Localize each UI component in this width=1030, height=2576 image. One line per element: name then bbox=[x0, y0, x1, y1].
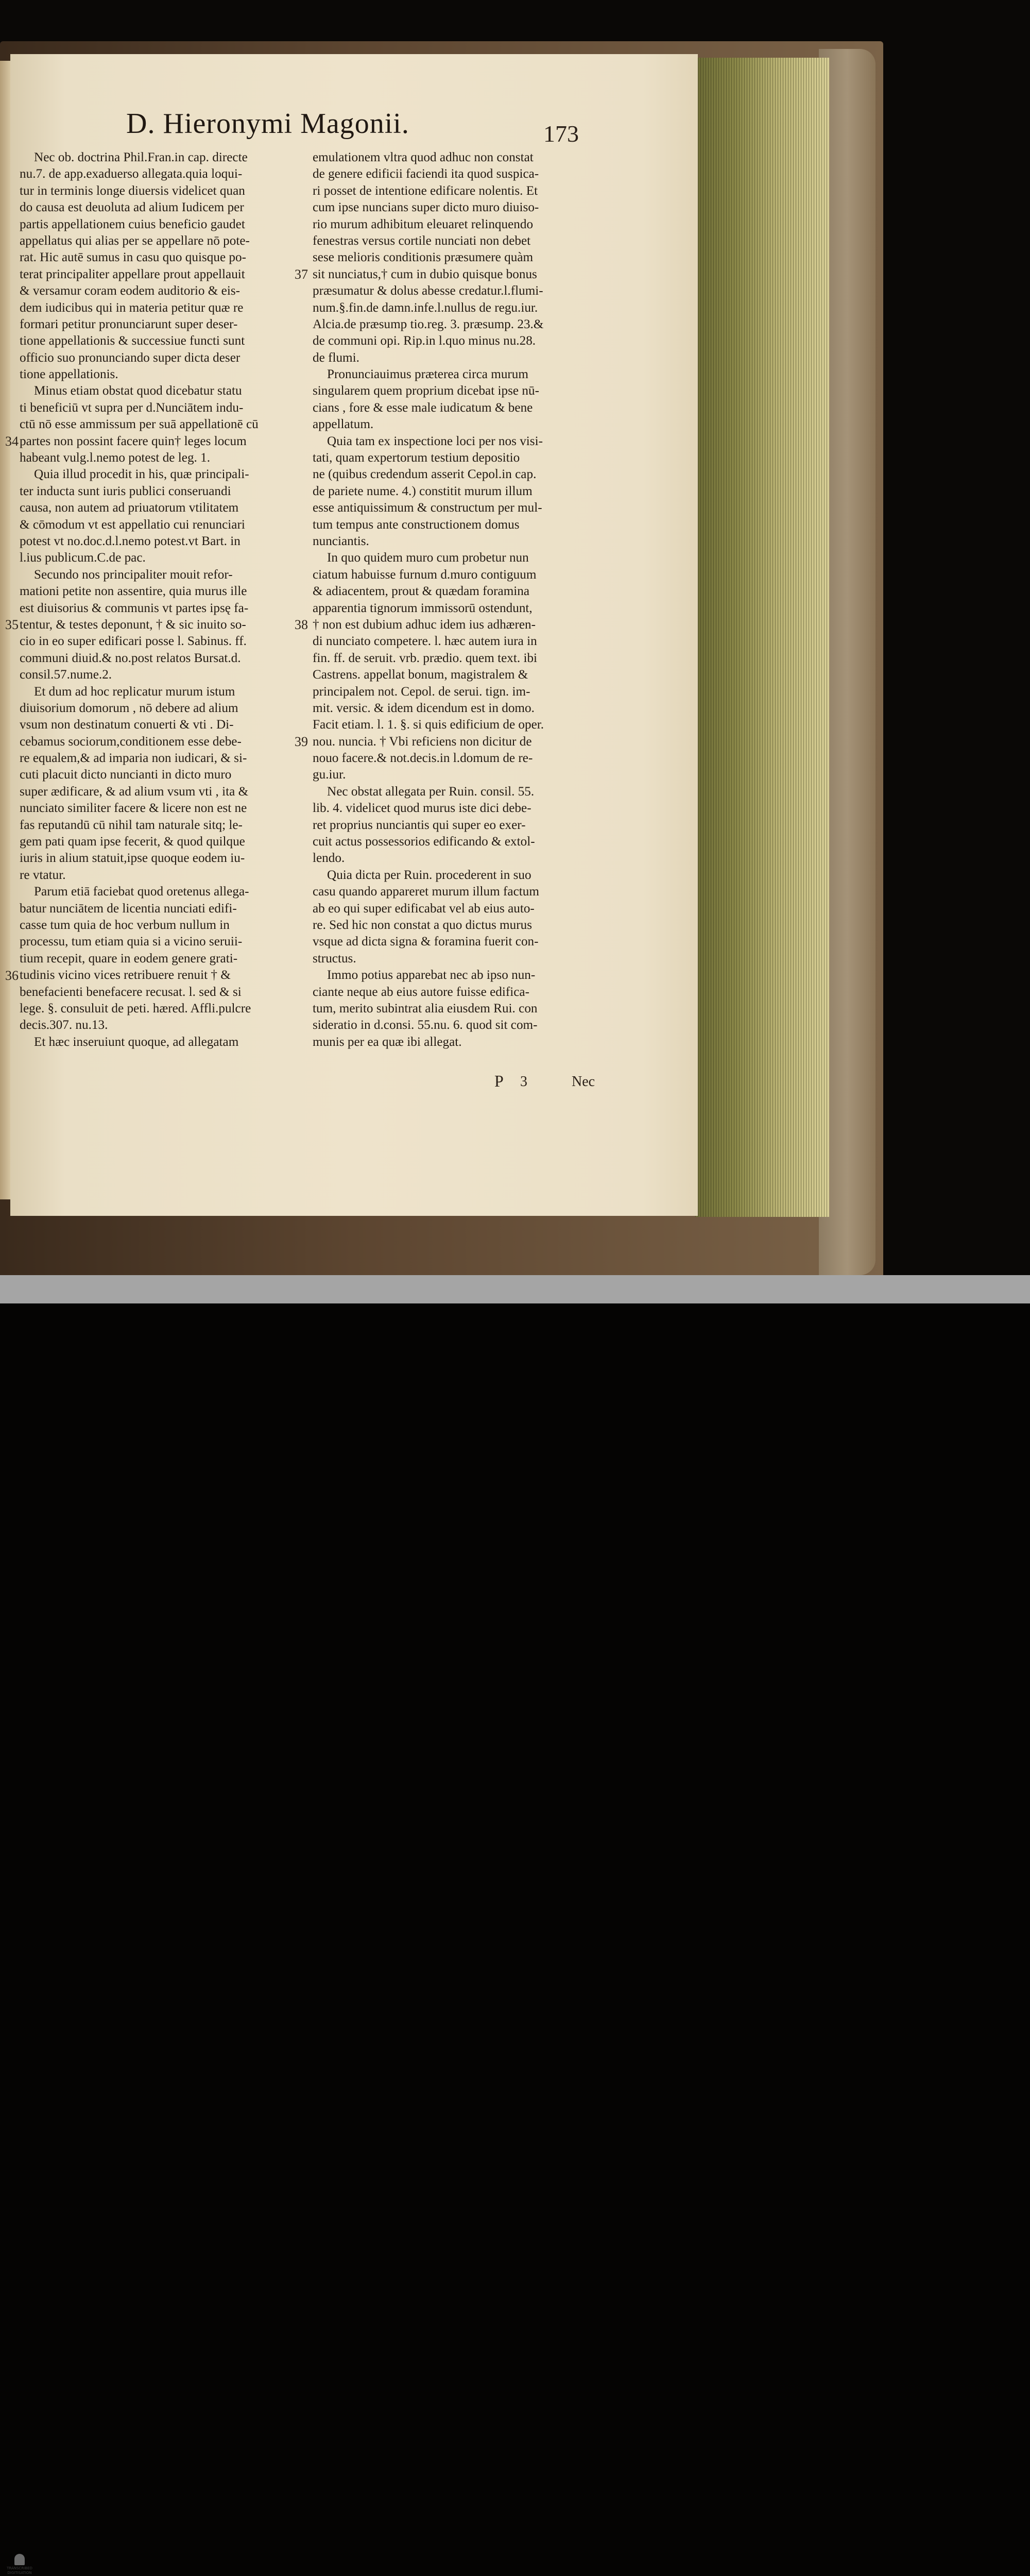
text-line: dem iudicibus qui in materia petitur quæ re bbox=[20, 300, 244, 315]
text-line: habeant vulg.l.nemo potest de leg. 1. bbox=[20, 451, 211, 465]
text-line: ciatum habuisse furnum d.muro contiguum bbox=[313, 567, 537, 582]
text-line: Nec ob. doctrina Phil.Fran.in cap. directe bbox=[34, 150, 248, 164]
text-line: tium recepit, quare in eodem genere grati- bbox=[20, 951, 238, 965]
margin-note-number: 34 bbox=[5, 433, 19, 449]
text-line: In quo quidem muro cum probetur nun bbox=[327, 551, 529, 565]
text-line: fas reputandū cū nihil tam naturale sitq; le- bbox=[20, 818, 243, 832]
text-line: re vtatur. bbox=[20, 868, 66, 882]
text-line: mit. versic. & idem dicendum est in domo. bbox=[313, 701, 535, 715]
text-line: partes non possint facere quin† leges locum bbox=[20, 434, 247, 448]
text-line: ti beneficiū vt supra per d.Nunciātem indu- bbox=[20, 400, 244, 415]
text-line: Secundo nos principaliter mouit refor- bbox=[34, 567, 233, 582]
text-line: ret proprius nunciantis qui super eo exer- bbox=[313, 818, 526, 832]
text-line: partis appellationem cuius beneficio gaudet bbox=[20, 217, 245, 231]
text-line: appellatum. bbox=[313, 417, 374, 432]
text-line: diuisorium domorum , nō debere ad alium bbox=[20, 701, 238, 715]
text-line: de pariete nume. 4.) constitit murum illum bbox=[313, 484, 533, 498]
text-line: est diuisorius & communis vt partes ipsę fa- bbox=[20, 601, 249, 615]
text-line: sit nunciatus,† cum in dubio quisque bonus bbox=[313, 267, 537, 281]
text-line: nouo facere.& not.decis.in l.domum de re- bbox=[313, 751, 533, 766]
text-line: processu, tum etiam quia si a vicino seruii- bbox=[20, 935, 243, 949]
text-line: Nec obstat allegata per Ruin. consil. 55. bbox=[327, 784, 535, 799]
text-line: sideratio in d.consi. 55.nu. 6. quod sit com- bbox=[313, 1018, 538, 1032]
text-line: tum tempus ante constructionem domus bbox=[313, 517, 520, 532]
signature-mark: P bbox=[494, 1072, 504, 1090]
text-line: & cōmodum vt est appellatio cui renunciari bbox=[20, 517, 245, 532]
text-line: lege. §. consuluit de peti. hæred. Affli.pulcre bbox=[20, 1001, 251, 1015]
text-line: ri posset de intentione edificare nolentis. Et bbox=[313, 183, 538, 198]
library-mark-shape bbox=[14, 2554, 25, 2565]
text-line: super ædificare, & ad alium vsum vti , ita & bbox=[20, 784, 249, 799]
text-line: Parum etiā faciebat quod oretenus allega- bbox=[34, 885, 249, 899]
text-line: cebamus sociorum,conditionem esse debe- bbox=[20, 734, 242, 749]
text-line: de communi opi. Rip.in l.quo minus nu.28. bbox=[313, 334, 536, 348]
text-column-right bbox=[313, 149, 599, 1092]
text-line: nunciantis. bbox=[313, 534, 369, 548]
text-line: communi diuid.& no.post relatos Bursat.d. bbox=[20, 651, 241, 665]
text-line: emulationem vltra quod adhuc non constat bbox=[313, 150, 534, 164]
text-line: cuti placuit dicto nuncianti in dicto muro bbox=[20, 768, 232, 782]
margin-note-number: 35 bbox=[5, 617, 19, 633]
text-line: de genere edificii faciendi ita quod suspica- bbox=[313, 167, 539, 181]
text-line: appellatus qui alias per se appellare nō pote- bbox=[20, 233, 250, 248]
text-line: sese melioris conditionis præsumere quàm bbox=[313, 250, 534, 265]
text-line: tione appellationis & successiue functi sunt bbox=[20, 334, 245, 348]
text-line: causa, non autem ad priuatorum vtilitatem bbox=[20, 501, 239, 515]
text-line: structus. bbox=[313, 951, 356, 965]
text-line: fin. ff. de seruit. vrb. prædio. quem text. ibi bbox=[313, 651, 538, 665]
text-line: tentur, & testes deponunt, † & sic inuito so- bbox=[20, 617, 246, 632]
text-line: decis.307. nu.13. bbox=[20, 1018, 108, 1032]
text-line: fenestras versus cortile nunciati non debet bbox=[313, 233, 531, 248]
text-line: consil.57.nume.2. bbox=[20, 668, 112, 682]
text-line: esse antiquissimum & constructum per mul- bbox=[313, 501, 542, 515]
text-line: vsque ad dicta signa & foramina fuerit con- bbox=[313, 935, 539, 949]
margin-note-number: 36 bbox=[5, 968, 19, 983]
text-line: nou. nuncia. † Vbi reficiens non dicitur de bbox=[313, 734, 532, 749]
text-line: & versamur coram eodem auditorio & eis- bbox=[20, 284, 241, 298]
page-number: 173 bbox=[543, 121, 579, 147]
text-line: nu.7. de app.exaduerso allegata.quia loqui- bbox=[20, 167, 243, 181]
text-line: cuit actus possessorios edificando & extol- bbox=[313, 835, 535, 849]
margin-note-number: 38 bbox=[295, 617, 308, 633]
text-line: Immo potius apparebat nec ab ipso nun- bbox=[327, 968, 536, 982]
text-line: ciante neque ab eius autore fuisse edifica- bbox=[313, 985, 529, 999]
text-line: formari petitur pronunciarunt super deser- bbox=[20, 317, 238, 331]
text-line: lib. 4. videlicet quod murus iste dici debe- bbox=[313, 801, 531, 816]
margin-note-number: 37 bbox=[295, 266, 308, 282]
text-line: ctū nō esse ammissum per suā appellationē cū bbox=[20, 417, 259, 432]
text-line: rio murum adhibitum eleuaret relinquendo bbox=[313, 217, 534, 231]
signature-number: 3 bbox=[520, 1074, 527, 1090]
text-line: iuris in alium statuit,ipse quoque eodem iu- bbox=[20, 851, 245, 866]
text-line: tum, merito subintrat alia eiusdem Rui. con bbox=[313, 1001, 538, 1015]
text-line: principalem not. Cepol. de serui. tign. im- bbox=[313, 684, 530, 699]
text-line: casu quando appareret murum illum factum bbox=[313, 885, 539, 899]
text-line: ter inducta sunt iuris publici conseruandi bbox=[20, 484, 231, 498]
text-line: Minus etiam obstat quod dicebatur statu bbox=[34, 384, 242, 398]
text-line: Quia tam ex inspectione loci per nos visi- bbox=[327, 434, 543, 448]
margin-note-number: 39 bbox=[295, 734, 308, 749]
text-line: num.§.fin.de damn.infe.l.nullus de regu.iur. bbox=[313, 300, 538, 315]
page-edges bbox=[695, 58, 829, 1217]
text-line: gem pati quam ipse fecerit, & quod quilque bbox=[20, 835, 245, 849]
text-line: batur nunciātem de licentia nunciati edifi- bbox=[20, 901, 237, 916]
text-line: di nunciato competere. l. hæc autem iura in bbox=[313, 634, 537, 649]
text-line: rat. Hic autē sumus in casu quo quisque po- bbox=[20, 250, 246, 265]
text-line: ne (quibus credendum asserit Cepol.in cap. bbox=[313, 467, 537, 482]
text-line: gu.iur. bbox=[313, 768, 346, 782]
text-line: mationi petite non assentire, quia murus ille bbox=[20, 584, 247, 599]
text-line: benefacienti benefacere recusat. l. sed & si bbox=[20, 985, 242, 999]
text-line: officio suo pronunciando super dicta deser bbox=[20, 350, 241, 365]
text-line: re equalem,& ad imparia non iudicari, & si- bbox=[20, 751, 247, 766]
catchword: Nec bbox=[572, 1074, 595, 1090]
text-line: cians , fore & esse male iudicatum & bene bbox=[313, 400, 533, 415]
text-line: & adiacentem, prout & quædam foramina bbox=[313, 584, 530, 599]
text-line: Facit etiam. l. 1. §. si quis edificium de oper. bbox=[313, 718, 544, 732]
text-line: cio in eo super edificari posse l. Sabinus. ff. bbox=[20, 634, 247, 649]
text-line: l.ius publicum.C.de pac. bbox=[20, 551, 146, 565]
text-line: tudinis vicino vices retribuere renuit † & bbox=[20, 968, 231, 982]
text-line: Quia dicta per Ruin. procederent in suo bbox=[327, 868, 531, 882]
text-line: Et dum ad hoc replicatur murum istum bbox=[34, 684, 235, 699]
text-line: potest vt no.doc.d.l.nemo potest.vt Bart. in bbox=[20, 534, 241, 548]
text-line: ab eo qui super edificabat vel ab eius auto- bbox=[313, 901, 535, 916]
text-line: Et hæc inseruiunt quoque, ad allegatam bbox=[34, 1035, 239, 1049]
text-line: Alcia.de præsump tio.reg. 3. præsump. 23.& bbox=[313, 317, 544, 331]
text-line: præsumatur & dolus abesse credatur.l.flumi- bbox=[313, 284, 543, 298]
text-line: tione appellationis. bbox=[20, 367, 118, 382]
running-title: D. Hieronymi Magonii. bbox=[126, 108, 409, 140]
scan-footer-bar bbox=[0, 1275, 1030, 2575]
text-line: casse tum quia de hoc verbum nullum in bbox=[20, 918, 230, 932]
text-line: de flumi. bbox=[313, 350, 359, 365]
text-line: terat principaliter appellare prout appellauit bbox=[20, 267, 245, 281]
library-logo-icon bbox=[4, 2552, 35, 2576]
text-line: tati, quam expertorum testium depositio bbox=[313, 451, 520, 465]
text-line: lendo. bbox=[313, 851, 345, 866]
text-line: Quia illud procedit in his, quæ principali- bbox=[34, 467, 249, 482]
text-line: † non est dubium adhuc idem ius adhæren- bbox=[313, 617, 536, 632]
text-column-left bbox=[20, 149, 287, 1092]
text-line: Castrens. appellat bonum, magistralem & bbox=[313, 668, 528, 682]
text-line: re. Sed hic non constat a quo dictus murus bbox=[313, 918, 533, 932]
text-line: singularem quem proprium dicebat ipse nū- bbox=[313, 384, 539, 398]
text-line: tur in terminis longe diuersis videlicet quan bbox=[20, 183, 245, 198]
text-line: Pronunciauimus præterea circa murum bbox=[327, 367, 528, 382]
text-line: vsum non destinatum conuerti & vti . Di- bbox=[20, 718, 234, 732]
text-line: apparentia tignorum immissorū ostendunt, bbox=[313, 601, 533, 615]
text-line: do causa est deuoluta ad alium Iudicem per bbox=[20, 200, 244, 215]
text-line: munis per ea quæ ibi allegat. bbox=[313, 1035, 462, 1049]
library-logo-text: TRANSCRIBED DIGITISATION bbox=[7, 2566, 32, 2575]
text-line: nunciato similiter facere & licere non est ne bbox=[20, 801, 247, 816]
text-line: cum ipse nuncians super dicto muro diuiso- bbox=[313, 200, 539, 215]
